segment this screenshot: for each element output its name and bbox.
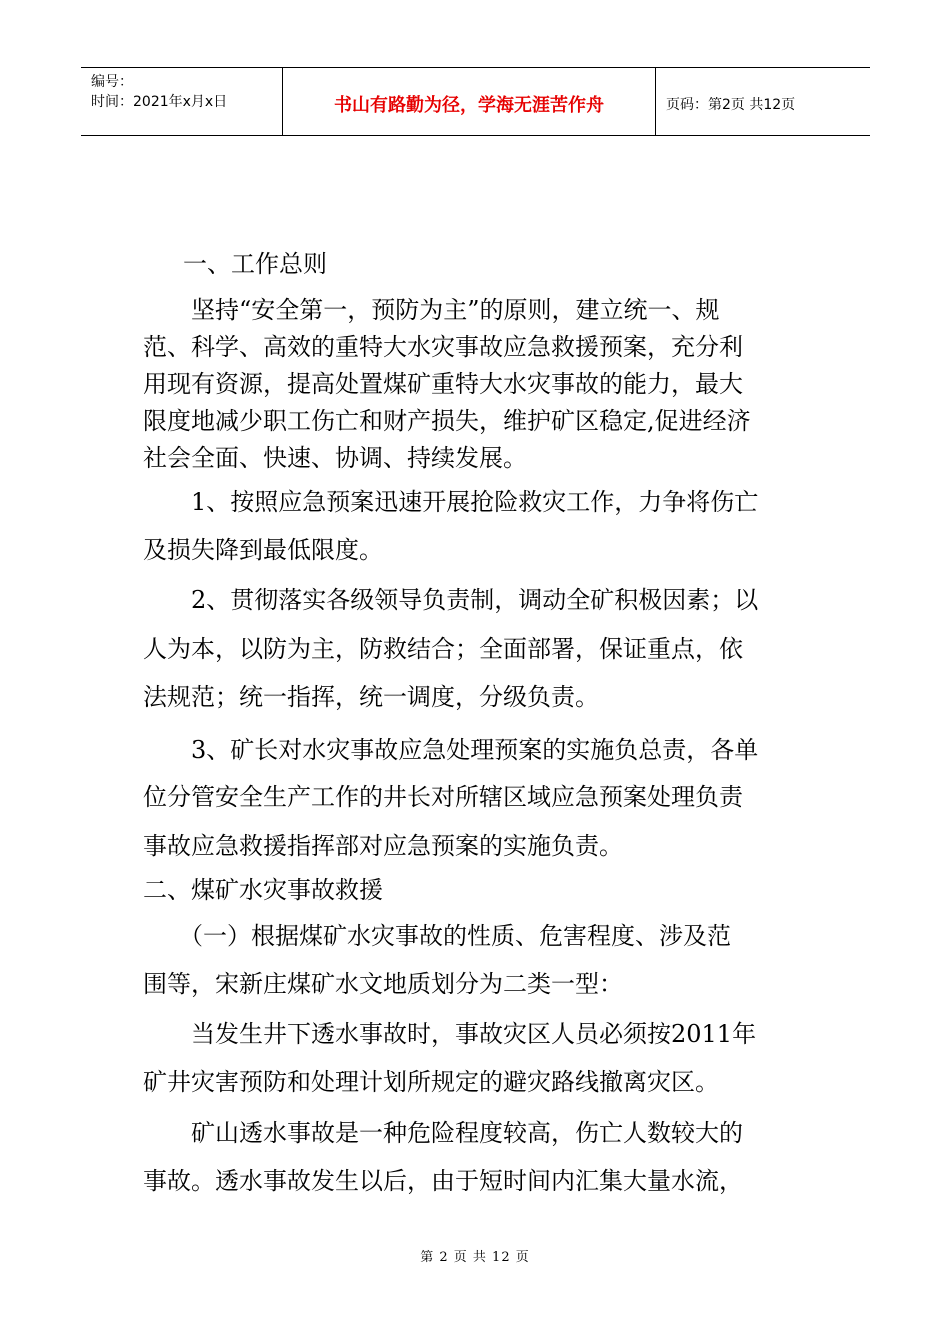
paragraph-line: 事故应急救援指挥部对应急预案的实施负责。 bbox=[143, 832, 623, 860]
paragraph-line: 1、按照应急预案迅速开展抢险救灾工作，力争将伤亡 bbox=[191, 488, 759, 516]
paragraph-line: 2、贯彻落实各级领导负责制，调动全矿积极因素；以 bbox=[191, 586, 759, 614]
paragraph-line: 及损失降到最低限度。 bbox=[143, 536, 383, 564]
paragraph-line: 坚持“安全第一，预防为主”的原则，建立统一、规 bbox=[191, 296, 720, 324]
paragraph-line: 人为本，以防为主，防救结合；全面部署，保证重点，依 bbox=[143, 635, 743, 663]
paragraph-line: （一）根据煤矿水灾事故的性质、危害程度、涉及范 bbox=[179, 922, 731, 950]
document-number-label: 编号： bbox=[91, 74, 133, 90]
paragraph-line: 法规范；统一指挥，统一调度，分级负责。 bbox=[143, 683, 599, 711]
header-page-info: 页码：第2页 共12页 bbox=[666, 96, 796, 113]
paragraph-line: 3、矿长对水灾事故应急处理预案的实施负总责，各单 bbox=[191, 736, 759, 764]
paragraph-line: 限度地减少职工伤亡和财产损失，维护矿区稳定,促进经济 bbox=[143, 407, 751, 435]
section-heading: 一、工作总则 bbox=[183, 250, 327, 278]
paragraph-line: 事故。透水事故发生以后，由于短时间内汇集大量水流， bbox=[143, 1167, 743, 1195]
paragraph-line: 社会全面、快速、协调、持续发展。 bbox=[143, 444, 527, 472]
document-time-label: 时间：2021年x月x日 bbox=[91, 94, 228, 110]
header-motto: 书山有路勤为径，学海无涯苦作舟 bbox=[283, 68, 656, 135]
paragraph-line: 用现有资源，提高处置煤矿重特大水灾事故的能力，最大 bbox=[143, 370, 743, 398]
paragraph-line: 当发生井下透水事故时，事故灾区人员必须按2011年 bbox=[191, 1020, 757, 1048]
paragraph-line: 矿井灾害预防和处理计划所规定的避灾路线撤离灾区。 bbox=[143, 1068, 719, 1096]
paragraph-line: 位分管安全生产工作的井长对所辖区域应急预案处理负责 bbox=[143, 783, 743, 811]
document-header bbox=[81, 67, 870, 136]
page-footer: 第 2 页 共 12 页 bbox=[420, 1250, 530, 1265]
paragraph-line: 范、科学、高效的重特大水灾事故应急救援预案，充分利 bbox=[143, 333, 743, 361]
header-meta bbox=[81, 68, 283, 135]
paragraph-line: 矿山透水事故是一种危险程度较高，伤亡人数较大的 bbox=[191, 1119, 743, 1147]
paragraph-line: 围等，宋新庄煤矿水文地质划分为二类一型： bbox=[143, 970, 623, 998]
section-heading: 二、煤矿水灾事故救援 bbox=[143, 876, 383, 904]
